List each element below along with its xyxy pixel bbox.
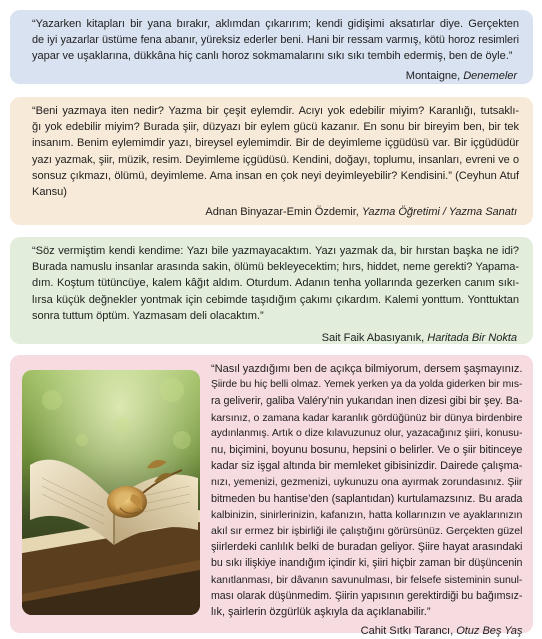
quote-line: kanıtlanması, bir dâvanın savunulması, bir felsefe sisteminin sunul- bbox=[211, 573, 523, 586]
quote-line: Şiirde bu hiç belli olmaz. Yemek yerken ya da yolda giderken bir mıs- bbox=[211, 379, 523, 391]
quote-card-cahit-sitki-taranci bbox=[10, 355, 533, 638]
quote-line: ması olarak düşünmedim. Şiirin yapısının gerektirdiği bu bağımsız- bbox=[211, 589, 523, 602]
quote-line: Kansu) bbox=[32, 186, 67, 199]
quote-line: bu sıkı ilişkiye inandığım içindir ki, şiiri hiçbir zaman bir düşüncenin bbox=[211, 557, 523, 570]
quote-line: bitmeden bu hantise’den (saplantıdan) kurtulamazsınız. Bu arada bbox=[211, 492, 523, 505]
quote-line: sonra tuttum öptüm. Yazmasam deli olacaktım.” bbox=[32, 309, 264, 322]
quote-work: Yazma Öğretimi / Yazma Sanatı bbox=[361, 206, 517, 219]
quote-line: “Nasıl yazdığımı ben de açıkça bilmiyorum, dersem şaşmayınız. bbox=[211, 363, 523, 375]
quote-work: Otuz Beş Yaş bbox=[456, 625, 523, 638]
quote-text bbox=[32, 243, 519, 324]
quote-card-montaigne bbox=[10, 10, 533, 84]
quote-line: nu, biçimini, boyunu bosunu, hepsini o belirler. Ve o şiir bitinceye bbox=[211, 444, 523, 457]
quote-card-sait-faik bbox=[10, 237, 533, 344]
quote-line: “Yazarken kitapları bir yana bırakır, aklımdan çıkarırım; kendi gidişimi aksatırlar diye. Gerçekten bbox=[32, 18, 519, 30]
quote-text bbox=[32, 16, 519, 65]
quote-author: Cahit Sıtkı Tarancı, bbox=[360, 625, 454, 638]
quote-line: sonsuz çıkmazı, ölümü, deyimleme. Ama insan en çok neyi deyimleyebilir? Kendisini.” (Ceyhun Atuf bbox=[32, 169, 519, 182]
book-rose-photo bbox=[22, 370, 200, 615]
quote-line: ğı yok edebilir miyim? Burada şiir, düzyazı bir eylem gücü kazanır. En sonu bir bireyim ben, bir tek bbox=[32, 121, 519, 134]
quote-line: şiirlerdeki canlılık belki de buradan geliyor. Şiire hayat arasındaki bbox=[211, 541, 523, 554]
quote-text-column bbox=[211, 361, 522, 639]
quote-line: aydınlanmış. Artık o dize kılavuzunuz olur, yazacağınız şiiri, konusu- bbox=[211, 427, 523, 439]
quote-line: karsınız, o zamana kadar karanlık gördüğünüz bir dünya birdenbire bbox=[211, 411, 523, 424]
quote-author: Montaigne, bbox=[405, 69, 461, 82]
quote-line: dım. Koştum tütüncüye, kalem kâğıt aldım. Oturdum. Adanın tenha yollarında gezerken canım sıkı- bbox=[32, 277, 519, 290]
quote-line: nızı, yemenizi, gezmenizi, uykunuzu ona ayırmak zorundasınız. Şiir bbox=[211, 476, 523, 489]
quote-line: insanım. Benim eylemimdir yazı, bireysel eylemimdir. Bir de deyimleme içgüdüsü var. Bir içgüdüdür bbox=[32, 137, 519, 150]
quote-author: Sait Faik Abasıyanık, bbox=[321, 332, 425, 345]
quote-line: “Söz vermiştim kendi kendime: Yazı bile yazmayacaktım. Yazı yazmak da, bir hırstan başka ne idi? bbox=[32, 245, 519, 257]
quote-line: yazı yazmak, şiir, müzik, resim. Deyimleme içgüdüsü. Kendini, doğayı, toplumu, insanları, evreni ve o bbox=[32, 153, 519, 166]
quote-line: yapar ve uşaklarına, dükkâna hiç canlı horoz sokmamalarını sıkı sıkı tembih edermiş, ben de öyle.” bbox=[32, 50, 513, 63]
quote-line: kalbinizin, sinirlerinizin, kafanızın, hatta kollarınızın ve ayaklarınızın bbox=[211, 508, 523, 521]
quote-source bbox=[211, 623, 522, 639]
quote-line: Burada namuslu insanlar arasında sakin, ölümü bekleyecektim; hırs, hiddet, neme gerekti? Yapama- bbox=[32, 261, 519, 274]
quote-text bbox=[32, 103, 519, 200]
quote-line: de iyi yazarlar üstüme fena abanır, yüreksiz ederler beni. Hani bir ressam varmış, kötü horoz resimleri bbox=[32, 34, 519, 47]
quote-text bbox=[211, 361, 522, 620]
quote-line: “Beni yazmaya iten nedir? Yazma bir çeşit eylemdir. Acıyı yok edebilir miyim? Karanlığı, tutsaklı- bbox=[32, 105, 519, 117]
quote-source bbox=[32, 204, 519, 220]
quote-line: kadar siz işgal altında bir memleket gibisinizdir. Dairede çalışma- bbox=[211, 460, 523, 473]
quote-line: ra geliverir, galiba Valéry’nin yukarıdan inen dizesi gibi bir şey. Ba- bbox=[211, 395, 523, 408]
quote-author: Adnan Binyazar-Emin Özdemir, bbox=[205, 206, 359, 219]
quote-line: akıl sır ermez bir işbirliği ile çalıştığını görürsünüz. Gerçekten güzel bbox=[211, 525, 523, 538]
quote-card-binyazar-ozdemir bbox=[10, 97, 533, 225]
quote-work: Denemeler bbox=[463, 69, 517, 82]
quote-line: lık, şairlerin özgürlük aşkıyla da açıklanabilir.” bbox=[211, 606, 431, 619]
quote-work: Haritada Bir Nokta bbox=[427, 332, 517, 345]
quote-line: lırsa küçük değnekler yontmak için cebimde taşıdığım çakımı çıkardım. Kalemi yonttum. Yonttuktan bbox=[32, 293, 519, 306]
quote-source bbox=[32, 68, 519, 84]
quote-source bbox=[32, 330, 519, 346]
